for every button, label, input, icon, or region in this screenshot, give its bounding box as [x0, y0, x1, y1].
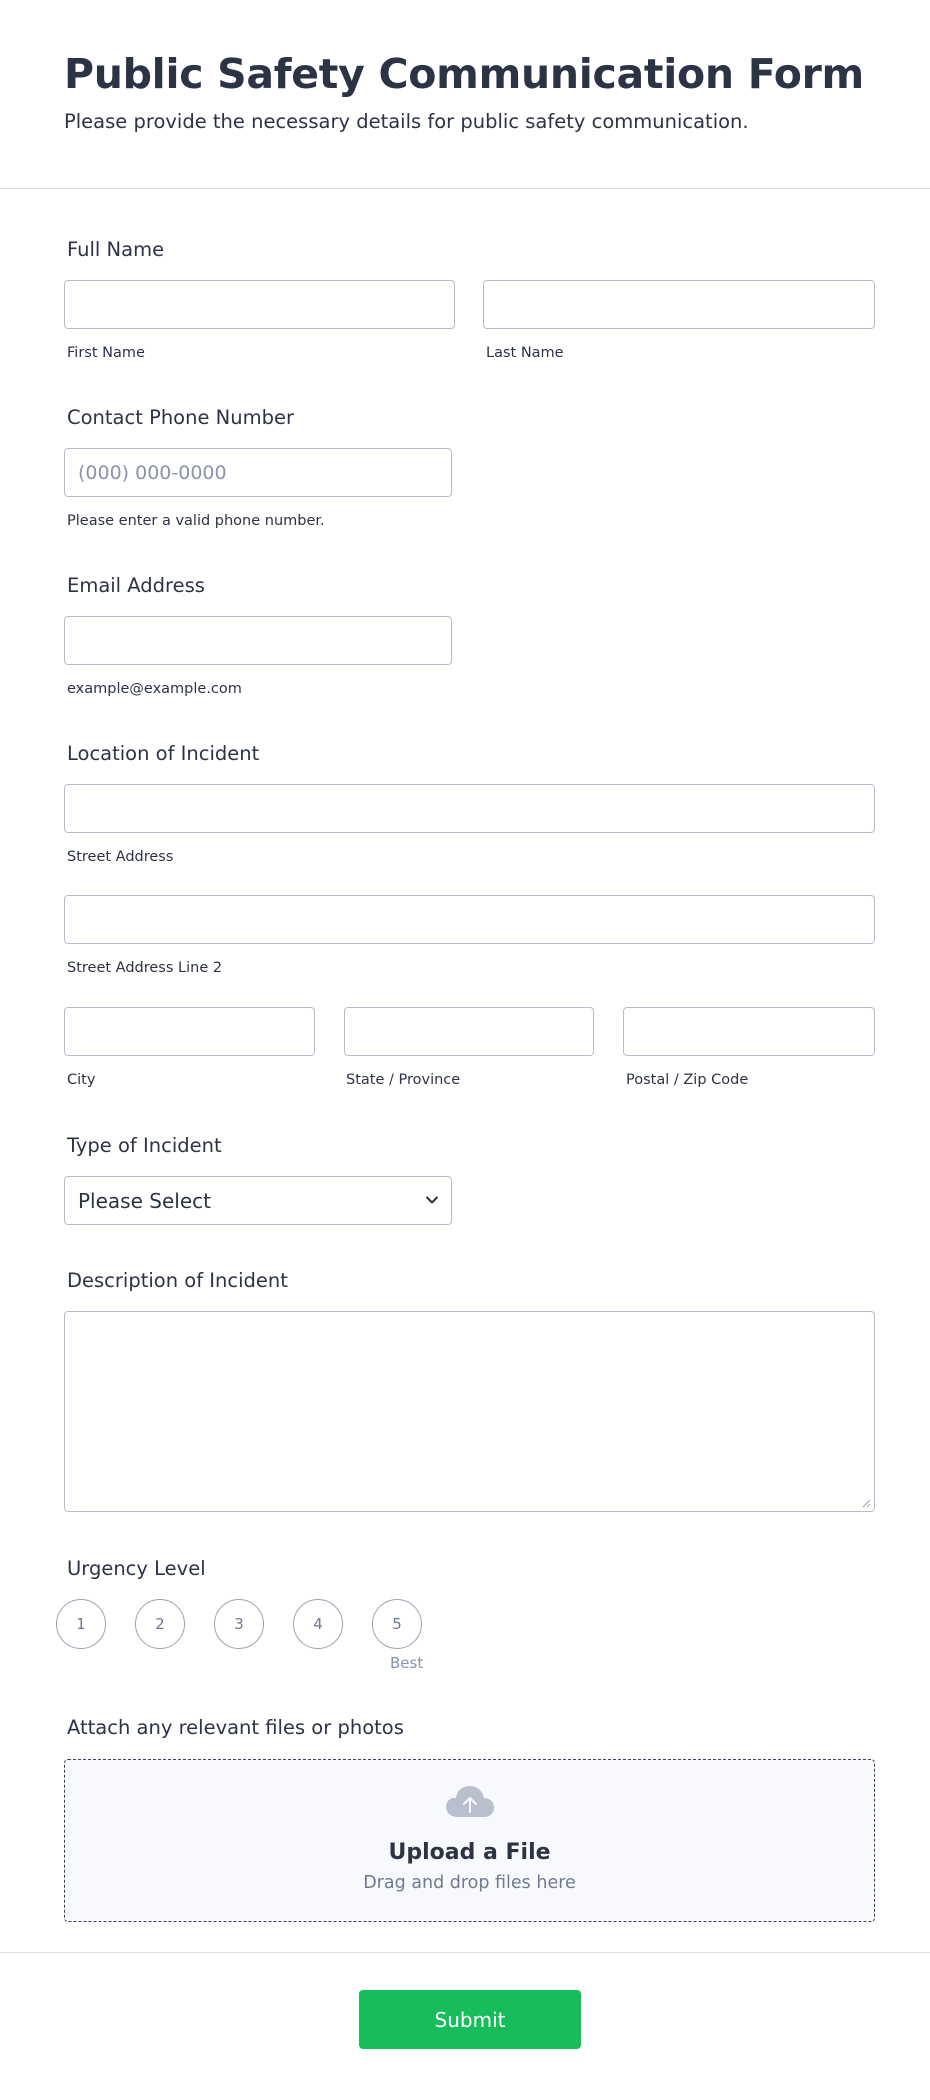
resize-grip-icon[interactable]	[861, 1498, 871, 1508]
city-input[interactable]	[64, 1007, 315, 1056]
postal-code-sublabel: Postal / Zip Code	[626, 1072, 749, 1088]
upload-title: Upload a File	[388, 1840, 551, 1865]
street-address-line2-input[interactable]	[64, 895, 875, 944]
incident-type-select[interactable]	[64, 1176, 452, 1225]
street-address-line2-sublabel: Street Address Line 2	[67, 960, 223, 976]
attachments-label: Attach any relevant files or photos	[67, 1716, 404, 1739]
form-header	[0, 0, 930, 189]
upload-subtitle: Drag and drop files here	[363, 1873, 576, 1893]
description-label: Description of Incident	[67, 1269, 288, 1292]
first-name-input[interactable]	[64, 280, 455, 329]
street-address-input[interactable]	[64, 784, 875, 833]
email-label: Email Address	[67, 574, 205, 597]
phone-label: Contact Phone Number	[67, 406, 295, 429]
chevron-down-icon	[423, 1191, 441, 1209]
city-sublabel: City	[67, 1072, 96, 1088]
state-input[interactable]	[344, 1007, 594, 1056]
urgency-option-5[interactable]: 5	[372, 1599, 422, 1649]
first-name-sublabel: First Name	[67, 345, 145, 361]
urgency-label: Urgency Level	[67, 1557, 206, 1580]
postal-code-input[interactable]	[623, 1007, 875, 1056]
email-input[interactable]	[64, 616, 452, 665]
phone-input[interactable]	[64, 448, 452, 497]
description-textarea[interactable]	[64, 1311, 875, 1512]
cloud-upload-icon	[445, 1784, 495, 1820]
last-name-input[interactable]	[483, 280, 875, 329]
page-title: Public Safety Communication Form	[64, 50, 864, 98]
urgency-option-4[interactable]: 4	[293, 1599, 343, 1649]
incident-type-label: Type of Incident	[67, 1134, 222, 1157]
phone-hint: Please enter a valid phone number.	[67, 513, 325, 529]
last-name-sublabel: Last Name	[486, 345, 564, 361]
urgency-max-label: Best	[390, 1654, 424, 1672]
submit-button[interactable]: Submit	[359, 1990, 581, 2049]
incident-type-selected: Please Select	[78, 1189, 211, 1213]
file-upload-dropzone[interactable]	[64, 1759, 875, 1922]
urgency-option-1[interactable]: 1	[56, 1599, 106, 1649]
page-subtitle: Please provide the necessary details for public safety communication.	[64, 110, 749, 133]
state-sublabel: State / Province	[346, 1072, 461, 1088]
location-label: Location of Incident	[67, 742, 260, 765]
urgency-option-3[interactable]: 3	[214, 1599, 264, 1649]
urgency-option-2[interactable]: 2	[135, 1599, 185, 1649]
email-hint: example@example.com	[67, 681, 242, 697]
full-name-label: Full Name	[67, 238, 165, 261]
street-address-sublabel: Street Address	[67, 849, 174, 865]
